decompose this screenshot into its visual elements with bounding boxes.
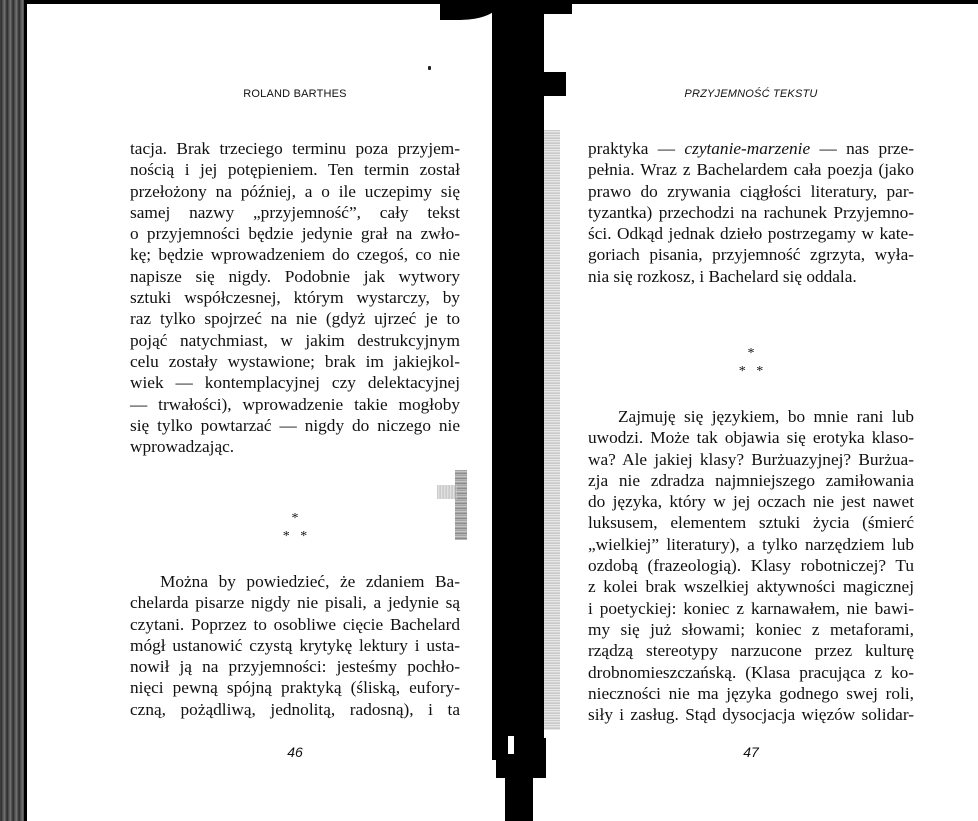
text-line: chelarda pisarze nigdy nie pisali, a jedynie są [130, 593, 460, 613]
spine-bottom-stem [505, 776, 533, 821]
spine-bottom-block [496, 738, 546, 778]
text-line: — trwałości), wprowadzenie takie mogłoby [130, 394, 460, 414]
italic-phrase: czytanie-marzenie [684, 139, 811, 158]
text-line: nowił ją na przyjemności: jesteśmy pochło- [130, 657, 460, 677]
book-page-edge-line [24, 0, 27, 821]
text-line: o przyjemności będzie jedynie grał na zwło- [130, 224, 460, 244]
text-line: nia się rozkosz, i Bachelard się oddala. [588, 266, 857, 286]
text-line: goriach pisania, przyjemność zgrzyta, wyła- [588, 245, 914, 265]
text-line: mógł ustanowić czystą krytykę lektury i usta- [130, 635, 460, 655]
book-page-edges [0, 0, 26, 821]
text-line: czytani. Poprzez to osobliwe cięcie Bachelard [130, 614, 460, 634]
text-run: praktyka — [588, 139, 685, 158]
text-line: z kolei brak wszelkiej aktywności magicznej [588, 577, 914, 597]
text-line: przełożony na później, a o ile uczepimy się [130, 181, 460, 201]
text-line: ozdobą (frazeologią). Klasy robotniczej? Tu [588, 556, 914, 576]
spine-top-curve [440, 0, 500, 20]
text-run: — nas prze- [810, 139, 914, 158]
right-paragraph-1 [588, 138, 914, 287]
page-number-right: 47 [743, 744, 759, 760]
text-line: Zajmuję się językiem, bo mnie rani lub [618, 407, 914, 426]
text-line: prawo do zrywania ciągłości literatury, par- [588, 181, 914, 201]
text-line: nością i jej potępieniem. Ten termin został [130, 160, 460, 180]
text-line: samej nazwy „przyjemność”, cały tekst [130, 202, 460, 222]
text-line: siły i zasług. Stąd dysocjacja więzów solidar- [588, 705, 914, 725]
spine-bottom-notch [508, 736, 514, 754]
asterism-bottom: * * [282, 529, 308, 544]
asterism-top: * [747, 346, 755, 361]
left-paragraph-2 [130, 571, 460, 720]
text-line [588, 138, 914, 159]
text-line: i poetyckiej: koniec z karnawałem, nie bawi- [588, 598, 914, 618]
gutter-shadow-noise [530, 130, 560, 730]
text-line: rządzą stereotypy narzucone przez kulturę [588, 641, 914, 661]
text-line: wiek — kontemplacyjnej czy delektacyjnej [130, 373, 460, 393]
section-break-left [130, 510, 460, 546]
text-line: luksusem, elementem sztuki życia (śmierć [588, 513, 914, 533]
text-line: tacja. Brak trzeciego terminu poza przyjem- [130, 139, 460, 158]
text-line: drobnomieszczańską. (Klasa pracująca z ko- [588, 662, 914, 682]
show-through-mark-small [437, 485, 457, 499]
text-line: pojąć natychmiast, w jakim destrukcyjnym [130, 330, 460, 350]
scan-speck [428, 66, 431, 70]
text-line: tyzantka) przechodzi na rachunek Przyjemno- [588, 202, 914, 222]
running-head-right: PRZYJEMNOŚĆ TEKSTU [684, 88, 818, 100]
text-line: zja nie zdradza najmniejszego zamiłowania [588, 470, 914, 490]
text-line: nięci pewną spójną praktyką (śliską, eufory- [130, 678, 460, 698]
text-line: napisze się nigdy. Podobnie jak wytwory [130, 266, 460, 286]
text-line: „wielkiej” literatury), a tylko narzędziem lub [588, 534, 914, 554]
text-line: Można by powiedzieć, że zdaniem Ba- [160, 572, 460, 591]
text-line: się tylko powtarzać — nigdy do niczego nie [130, 415, 460, 435]
text-line: nieczności nie ma języka godnego swej roli, [588, 683, 914, 703]
asterism-top: * [291, 511, 299, 526]
text-line: wprowadzając. [130, 437, 235, 457]
text-line: raz tylko spojrzeć na nie (gdyż ujrzeć je to [130, 309, 460, 329]
asterism-bottom: * * [738, 364, 764, 379]
text-line: pełnia. Wraz z Bachelardem cała poezja (jako [588, 160, 914, 180]
spine-notch [544, 72, 566, 96]
text-line: sztuki współczesnej, którym wystarczy, by [130, 288, 460, 308]
spine-top-tab [520, 0, 572, 14]
text-line: do języka, który w jej oczach nie jest nawet [588, 492, 914, 512]
text-line: uwodzi. Może tak objawia się erotyka klaso- [588, 428, 914, 448]
text-line: celu zostały wystawione; brak im jakiejkol- [130, 351, 460, 371]
right-paragraph-2 [588, 406, 914, 725]
left-paragraph-1 [130, 138, 460, 457]
text-line: czną, pożądliwą, jednolitą, radosną), i ta [130, 699, 460, 719]
running-head-left: ROLAND BARTHES [243, 88, 347, 100]
text-line: wa? Ale jakiej klasy? Burżuazyjnej? Burżua- [588, 449, 914, 469]
text-line: kę; będzie wprowadzeniem do czegoś, co nie [130, 245, 460, 265]
text-line: ści. Odkąd jednak dzieło postrzegamy w kate- [588, 224, 914, 244]
section-break-right [588, 345, 914, 381]
page-number-left: 46 [287, 744, 303, 760]
text-line: my się już słowami; koniec z metaforami, [588, 619, 914, 639]
